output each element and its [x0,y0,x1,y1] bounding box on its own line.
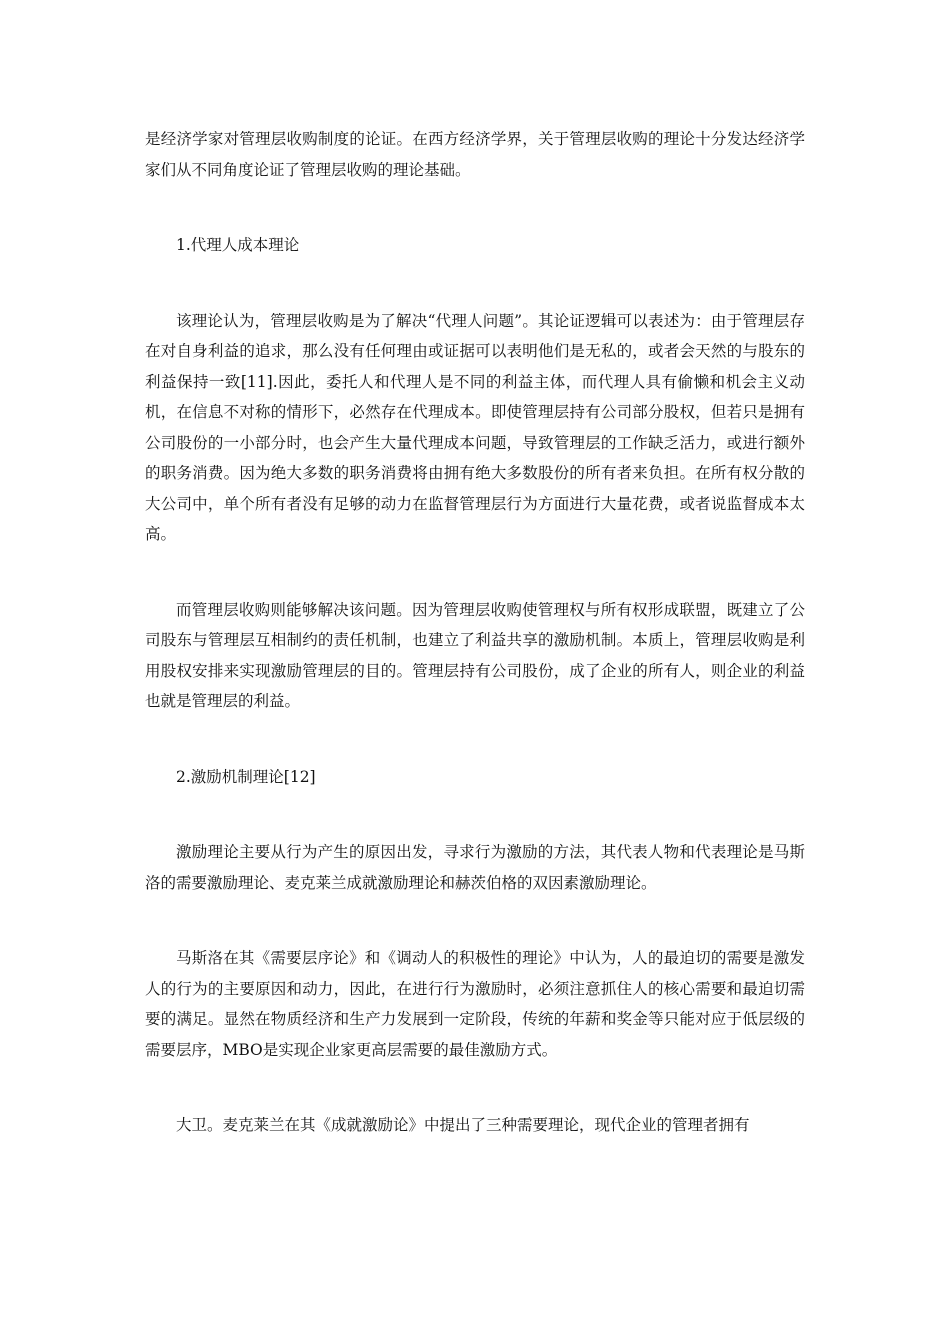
paragraph-mbo-solution: 而管理层收购则能够解决该问题。因为管理层收购使管理权与所有权形成联盟，既建立了公司股东与管理层互相制约的责任机制，也建立了利益共享的激励机制。本质上，管理层收购是利用股权安排来实现激励管理层的目的。管理层持有公司股份，成了企业的所有人，则企业的利益也就是管理层的利益。 [145,600,805,710]
paragraph-agency-theory: 该理论认为，管理层收购是为了解决“代理人问题”。其论证逻辑可以表述为：由于管理层存在对自身利益的追求，那么没有任何理由或证据可以表明他们是无私的，或者会天然的与股东的利益保持一致[11].因此，委托人和代理人是不同的利益主体，而代理人具有偷懒和机会主义动机，在信息不对称的情形下，必然存在代理成本。即使管理层持有公司部分股权，但若只是拥有公司股份的一小部分时，也会产生大量代理成本问题，导致管理层的工作缺乏活力，或进行额外的职务消费。因为绝大多数的职务消费将由拥有绝大多数股份的所有者来负担。在所有权分散的大公司中，单个所有者没有足够的动力在监督管理层行为方面进行大量花费，或者说监督成本太高。 [145,311,805,543]
paragraph-gap [145,185,805,230]
paragraph-gap [145,898,805,943]
paragraph-mcclelland: 大卫。麦克莱兰在其《成就激励论》中提出了三种需要理论，现代企业的管理者拥有 [176,1116,750,1134]
paragraph-maslow: 马斯洛在其《需要层序论》和《调动人的积极性的理论》中认为，人的最迫切的需要是激发人的行为的主要原因和动力，因此，在进行行为激励时，必须注意抓住人的核心需要和最迫切需要的满足。显然在物质经济和生产力发展到一定阶段，传统的年薪和奖金等只能对应于低层级的需要层序，MBO是实现企业家更高层需要的最佳激励方式。 [145,949,805,1059]
paragraph-gap [145,550,805,595]
paragraph-gap [145,717,805,762]
paragraph-gap [145,1065,805,1110]
paragraph-gap [145,792,805,837]
section-heading-incentive: 2.激励机制理论[12] [176,767,316,786]
paragraph-incentive-theory: 激励理论主要从行为产生的原因出发，寻求行为激励的方法，其代表人物和代表理论是马斯洛的需要激励理论、麦克莱兰成就激励理论和赫茨伯格的双因素激励理论。 [145,843,805,892]
document-page [145,124,805,1141]
section-heading-agency-cost: 1.代理人成本理论 [176,236,300,254]
paragraph-intro: 是经济学家对管理层收购制度的论证。在西方经济学界，关于管理层收购的理论十分发达经济学家们从不同角度论证了管理层收购的理论基础。 [145,130,805,179]
paragraph-gap [145,261,805,306]
